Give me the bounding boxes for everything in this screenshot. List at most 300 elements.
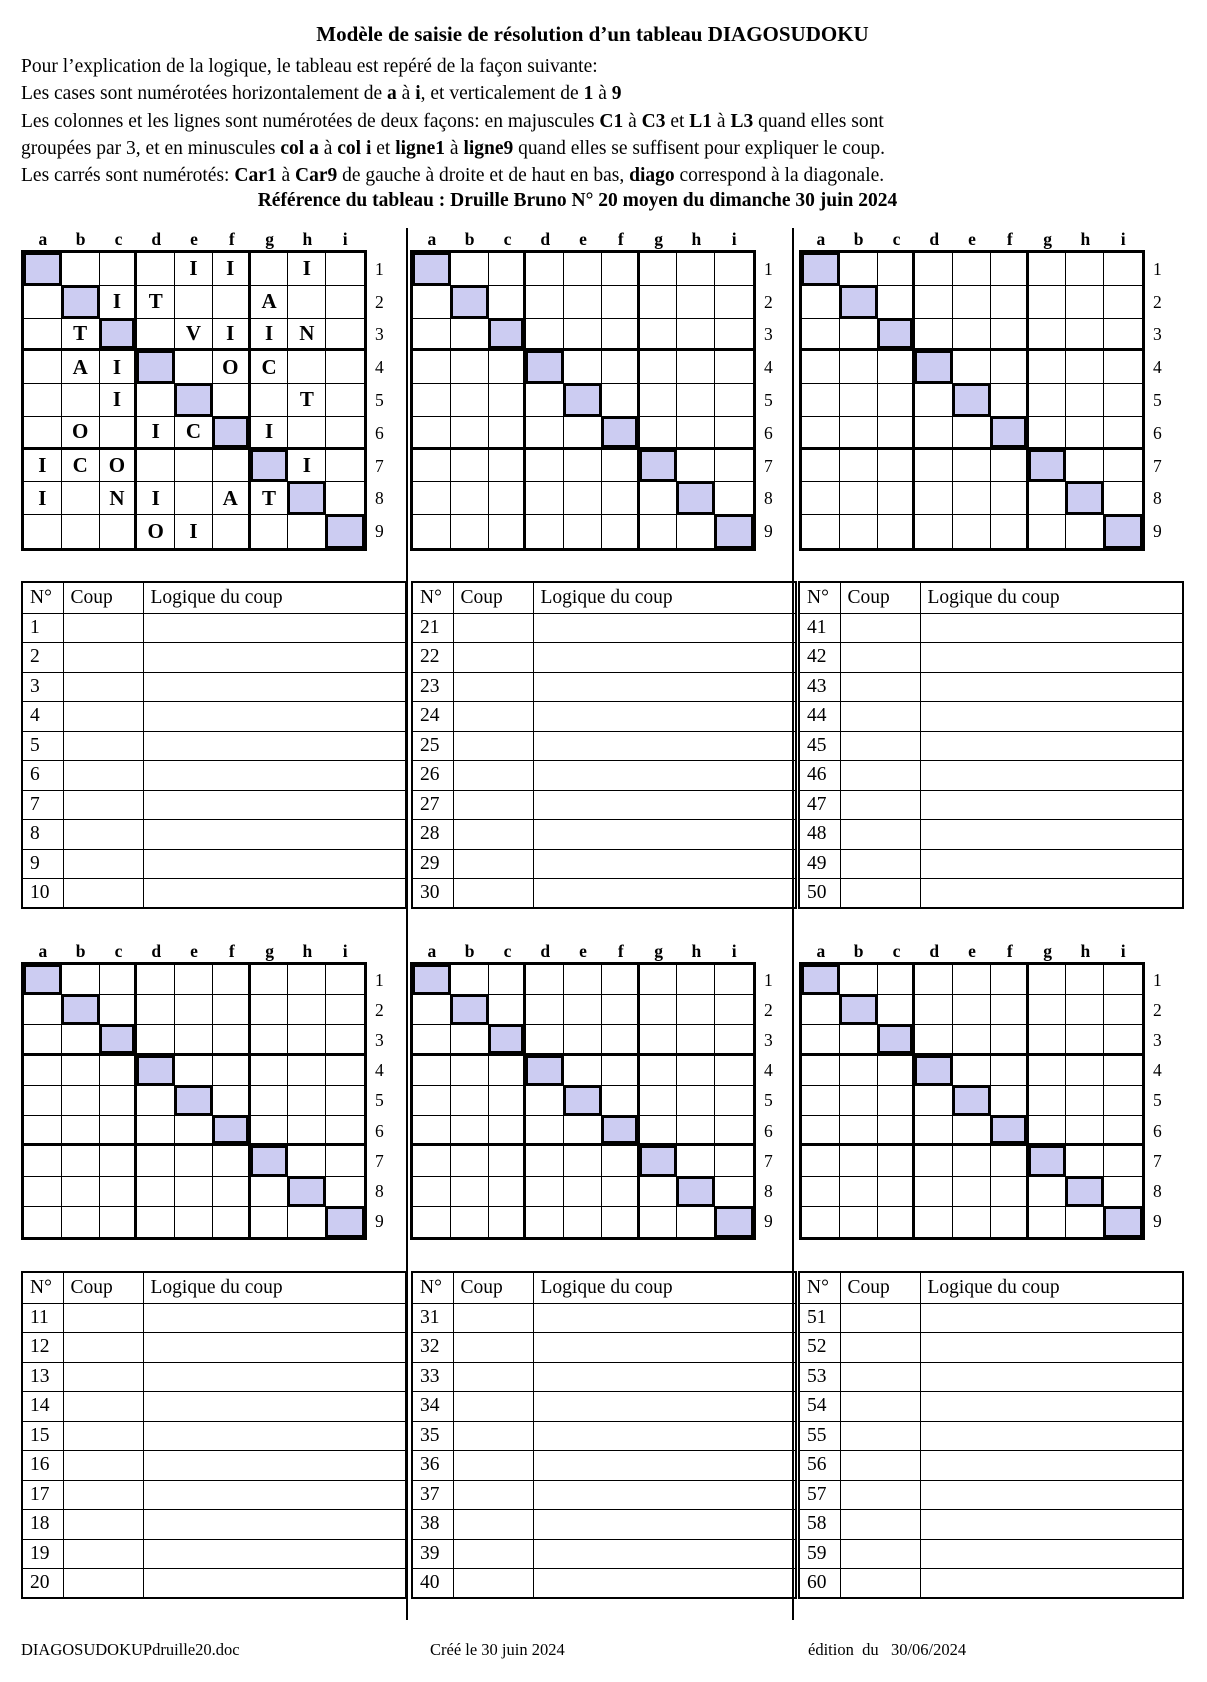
move-row: [412, 1333, 796, 1363]
column-letter-label: f: [617, 229, 624, 249]
diagonal-cell: [1066, 1177, 1104, 1207]
diagonal-cell: [677, 1177, 715, 1207]
grid-cell: [1104, 417, 1142, 450]
grid-cell: [175, 995, 213, 1025]
intro-line: Pour l’explication de la logique, le tableau est repéré de la façon suivante:: [21, 56, 598, 77]
grid-cell: [288, 515, 326, 548]
grid-cell: [640, 965, 678, 995]
grid-cell: [991, 515, 1029, 548]
grid-cell: [100, 965, 138, 995]
row-number-label: 3: [375, 1030, 384, 1051]
grid-cell: V: [175, 319, 213, 352]
grid-cell: [715, 384, 753, 417]
logique-cell: [143, 1539, 406, 1569]
logique-cell: [143, 613, 406, 643]
logique-cell: [533, 879, 796, 909]
logique-cell: [143, 702, 406, 732]
move-row: [412, 849, 796, 879]
sudoku-grid: [410, 250, 756, 551]
grid-cell: [62, 965, 100, 995]
grid-cell: [802, 1025, 840, 1055]
column-letter-label: d: [929, 229, 940, 249]
row-number-label: 8: [1153, 1181, 1162, 1202]
grid-cell: [991, 319, 1029, 352]
grid-cell: [840, 450, 878, 483]
diagonal-cell: [413, 965, 451, 995]
grid-cell: [564, 1056, 602, 1086]
move-row: [799, 820, 1183, 850]
grid-cell: [451, 450, 489, 483]
diagonal-cell: [526, 1056, 564, 1086]
move-row: [22, 761, 406, 791]
coup-header: Coup: [63, 582, 143, 613]
sudoku-grid-bottom-right: [799, 941, 1179, 1240]
logique-cell: [143, 1392, 406, 1422]
grid-cell: [991, 1207, 1029, 1237]
move-row: [799, 643, 1183, 673]
grid-cell: I: [175, 515, 213, 548]
grid-cell: [451, 351, 489, 384]
grid-cell: [24, 351, 62, 384]
grid-cell: [1029, 1025, 1067, 1055]
diagonal-cell: [1029, 450, 1067, 483]
grid-cell: [326, 286, 364, 319]
footer-filename: DIAGOSUDOKUPdruille20.doc: [21, 1640, 240, 1659]
move-number-cell: 12: [22, 1333, 63, 1363]
grid-cell: [953, 1056, 991, 1086]
grid-cell: [1066, 1207, 1104, 1237]
grid-cell: [451, 319, 489, 352]
grid-cell: [62, 515, 100, 548]
grid-cell: [137, 1177, 175, 1207]
move-row: [22, 1539, 406, 1569]
row-number-label: 4: [1153, 357, 1162, 378]
grid-cell: [489, 1116, 527, 1146]
grid-cell: [878, 995, 916, 1025]
grid-cell: [640, 1207, 678, 1237]
num-header: N°: [412, 1272, 453, 1303]
grid-cell: T: [251, 482, 289, 515]
move-row: [412, 643, 796, 673]
grid-cell: [1029, 319, 1067, 352]
grid-cell: [489, 1086, 527, 1116]
move-number-cell: 9: [22, 849, 63, 879]
coup-cell: [63, 849, 143, 879]
coup-cell: [453, 1451, 533, 1481]
move-row: [799, 1480, 1183, 1510]
column-letter-label: i: [342, 941, 348, 961]
move-number-cell: 13: [22, 1362, 63, 1392]
row-number-label: 1: [764, 969, 773, 990]
grid-cell: [1104, 1116, 1142, 1146]
logique-header: Logique du coup: [143, 1272, 406, 1303]
num-header: N°: [22, 1272, 63, 1303]
grid-cell: [451, 1086, 489, 1116]
grid-cell: [326, 319, 364, 352]
diagonal-cell: [62, 995, 100, 1025]
column-letter-label: a: [427, 229, 437, 249]
grid-cell: O: [100, 450, 138, 483]
column-letter-label: f: [617, 941, 624, 961]
row-numbers-column: [764, 253, 784, 548]
grid-cell: [878, 1207, 916, 1237]
column-letter-label: g: [265, 229, 274, 249]
grid-cell: [137, 995, 175, 1025]
row-number-label: 5: [1153, 390, 1162, 411]
grid-cell: [915, 995, 953, 1025]
column-letter-label: b: [464, 941, 475, 961]
diagonal-cell: [526, 351, 564, 384]
grid-cell: [251, 965, 289, 995]
move-number-cell: 44: [799, 702, 840, 732]
diagonal-cell: [915, 1056, 953, 1086]
column-letter-label: g: [1043, 229, 1052, 249]
move-row: [799, 613, 1183, 643]
grid-cell: [915, 515, 953, 548]
coup-cell: [63, 672, 143, 702]
column-letter-label: f: [228, 941, 235, 961]
sudoku-grid: [410, 962, 756, 1240]
grid-cell: [602, 1025, 640, 1055]
grid-cell: [1104, 351, 1142, 384]
intro-paragraph: [21, 53, 1191, 189]
move-row: [799, 731, 1183, 761]
row-number-label: 7: [764, 1150, 773, 1171]
grid-cell: [251, 1207, 289, 1237]
grid-cell: [526, 319, 564, 352]
grid-cell: [175, 286, 213, 319]
coup-cell: [840, 613, 920, 643]
move-number-cell: 60: [799, 1569, 840, 1599]
grid-cell: [677, 417, 715, 450]
logique-header: Logique du coup: [920, 582, 1183, 613]
grid-cell: [326, 351, 364, 384]
grid-cell: [1066, 253, 1104, 286]
logique-cell: [533, 1480, 796, 1510]
row-number-label: 3: [764, 1030, 773, 1051]
grid-cell: [213, 450, 251, 483]
move-number-cell: 14: [22, 1392, 63, 1422]
grid-cell: [137, 1207, 175, 1237]
grid-cell: [602, 965, 640, 995]
move-number-cell: 7: [22, 790, 63, 820]
move-table-31-40: [411, 1271, 797, 1599]
column-letter-label: b: [853, 941, 864, 961]
column-letter-label: a: [38, 229, 48, 249]
grid-cell: [251, 1056, 289, 1086]
logique-cell: [143, 820, 406, 850]
column-letter-label: g: [1043, 941, 1052, 961]
grid-cell: [1066, 286, 1104, 319]
grid-cell: [802, 515, 840, 548]
grid-cell: [953, 319, 991, 352]
logique-cell: [533, 1510, 796, 1540]
column-letter-label: e: [190, 229, 198, 249]
diagonal-cell: [878, 1025, 916, 1055]
row-number-label: 3: [375, 324, 384, 345]
column-letter-label: c: [503, 229, 512, 249]
logique-cell: [533, 702, 796, 732]
coup-header: Coup: [63, 1272, 143, 1303]
move-table-21-30: [411, 581, 797, 909]
row-number-label: 2: [375, 999, 384, 1020]
grid-cell: [840, 515, 878, 548]
grid-cell: [451, 1146, 489, 1176]
grid-cell: [953, 1177, 991, 1207]
move-number-cell: 43: [799, 672, 840, 702]
move-row: [412, 731, 796, 761]
logique-cell: [920, 849, 1183, 879]
grid-cell: [602, 351, 640, 384]
grid-cell: [878, 417, 916, 450]
sudoku-grid-bottom-middle: [410, 941, 790, 1240]
grid-cell: [62, 482, 100, 515]
grid-cell: [802, 995, 840, 1025]
column-letters-row: [413, 229, 753, 250]
grid-cell: [602, 515, 640, 548]
row-number-label: 6: [764, 1120, 773, 1141]
grid-cell: [991, 482, 1029, 515]
grid-cell: [1066, 515, 1104, 548]
move-row: [412, 672, 796, 702]
intro-line: groupées par 3, et en minuscules col a à col i et ligne1 à ligne9 quand elles se suffisent pour expliquer le coup.: [21, 137, 885, 159]
grid-cell: [602, 482, 640, 515]
coup-cell: [63, 1480, 143, 1510]
row-number-label: 3: [1153, 1030, 1162, 1051]
coup-cell: [63, 1451, 143, 1481]
grid-cell: [953, 965, 991, 995]
grid-cell: [1029, 1086, 1067, 1116]
coup-cell: [453, 820, 533, 850]
diagonal-cell: [802, 965, 840, 995]
row-number-label: 4: [375, 1060, 384, 1081]
grid-cell: [564, 1146, 602, 1176]
grid-cell: [564, 1025, 602, 1055]
sudoku-grid: [799, 962, 1145, 1240]
grid-cell: [915, 1146, 953, 1176]
move-row: [799, 1362, 1183, 1392]
coup-cell: [63, 1539, 143, 1569]
grid-cell: [137, 319, 175, 352]
grid-cell: [802, 319, 840, 352]
logique-cell: [533, 613, 796, 643]
grid-cell: [915, 319, 953, 352]
grid-cell: [991, 384, 1029, 417]
grid-cell: [840, 482, 878, 515]
grid-cell: [213, 965, 251, 995]
grid-cell: [953, 482, 991, 515]
grid-cell: [288, 965, 326, 995]
row-number-label: 3: [764, 324, 773, 345]
logique-cell: [143, 1303, 406, 1333]
grid-cell: [24, 319, 62, 352]
row-number-label: 1: [375, 969, 384, 990]
grid-cell: [175, 1177, 213, 1207]
move-number-cell: 30: [412, 879, 453, 909]
grid-cell: [915, 384, 953, 417]
grid-cell: [640, 417, 678, 450]
num-header: N°: [22, 582, 63, 613]
row-number-label: 1: [375, 258, 384, 279]
grid-cell: [602, 253, 640, 286]
coup-cell: [453, 1362, 533, 1392]
grid-cell: [62, 1177, 100, 1207]
grid-cell: [991, 286, 1029, 319]
grid-cell: [62, 1146, 100, 1176]
move-number-cell: 6: [22, 761, 63, 791]
grid-cell: [677, 995, 715, 1025]
coup-cell: [63, 702, 143, 732]
grid-cell: [413, 1056, 451, 1086]
diagonal-cell: [878, 319, 916, 352]
grid-cell: [915, 482, 953, 515]
grid-cell: [715, 1086, 753, 1116]
row-number-label: 7: [1153, 455, 1162, 476]
grid-cell: [564, 450, 602, 483]
grid-cell: [915, 417, 953, 450]
move-number-cell: 54: [799, 1392, 840, 1422]
coup-cell: [840, 1480, 920, 1510]
grid-cell: [526, 384, 564, 417]
grid-cell: [526, 253, 564, 286]
row-number-label: 2: [1153, 291, 1162, 312]
grid-cell: [288, 417, 326, 450]
logique-cell: [533, 820, 796, 850]
coup-cell: [840, 761, 920, 791]
grid-cell: [991, 351, 1029, 384]
grid-cell: [991, 253, 1029, 286]
logique-cell: [143, 1451, 406, 1481]
grid-cell: I: [175, 253, 213, 286]
move-row: [799, 672, 1183, 702]
grid-cell: [1104, 319, 1142, 352]
grid-cell: [326, 417, 364, 450]
grid-cell: [451, 1177, 489, 1207]
coup-cell: [63, 613, 143, 643]
column-letter-label: e: [579, 941, 587, 961]
column-letter-label: d: [540, 941, 551, 961]
grid-cell: [715, 1025, 753, 1055]
row-number-label: 9: [764, 521, 773, 542]
sudoku-grid-top-middle: [410, 229, 790, 551]
grid-cell: [451, 384, 489, 417]
move-row: [799, 1421, 1183, 1451]
grid-cell: [802, 417, 840, 450]
grid-cell: [489, 417, 527, 450]
coup-cell: [63, 879, 143, 909]
coup-cell: [840, 1539, 920, 1569]
diagonal-cell: [1029, 1146, 1067, 1176]
diagonal-cell: [24, 965, 62, 995]
grid-cell: [1104, 450, 1142, 483]
grid-cell: [953, 1207, 991, 1237]
grid-cell: [991, 995, 1029, 1025]
grid-cell: [451, 1116, 489, 1146]
move-number-cell: 2: [22, 643, 63, 673]
grid-cell: C: [251, 351, 289, 384]
grid-cell: [1029, 253, 1067, 286]
column-letter-label: i: [1120, 941, 1126, 961]
grid-cell: [175, 1056, 213, 1086]
move-number-cell: 23: [412, 672, 453, 702]
grid-cell: [564, 995, 602, 1025]
move-number-cell: 1: [22, 613, 63, 643]
grid-cell: [213, 1086, 251, 1116]
column-letter-label: i: [342, 229, 348, 249]
grid-cell: [640, 351, 678, 384]
grid-cell: [953, 1116, 991, 1146]
grid-cell: [413, 1116, 451, 1146]
grid-cell: [1104, 1177, 1142, 1207]
row-number-label: 1: [764, 258, 773, 279]
grid-cell: [1029, 417, 1067, 450]
move-table-1-10: [21, 581, 407, 909]
coup-cell: [63, 1421, 143, 1451]
move-table: [798, 581, 1184, 909]
diagonal-cell: [991, 1116, 1029, 1146]
grid-cell: [1104, 995, 1142, 1025]
coup-cell: [840, 879, 920, 909]
grid-cell: [451, 417, 489, 450]
diagonal-cell: [213, 417, 251, 450]
grid-cell: [526, 995, 564, 1025]
grid-cell: [1066, 1025, 1104, 1055]
logique-cell: [533, 672, 796, 702]
grid-cell: [526, 286, 564, 319]
diagonal-cell: [137, 1056, 175, 1086]
column-letter-label: d: [151, 941, 162, 961]
column-letter-label: c: [114, 229, 123, 249]
coup-cell: [63, 1362, 143, 1392]
grid-cell: [100, 515, 138, 548]
grid-cell: C: [175, 417, 213, 450]
diagonal-cell: [1104, 1207, 1142, 1237]
grid-cell: [640, 1177, 678, 1207]
grid-cell: [526, 417, 564, 450]
diagonal-cell: [100, 1025, 138, 1055]
move-table-header-row: [799, 582, 1183, 613]
grid-cell: O: [137, 515, 175, 548]
move-number-cell: 41: [799, 613, 840, 643]
coup-cell: [453, 1480, 533, 1510]
grid-cell: [878, 450, 916, 483]
grid-cell: [640, 482, 678, 515]
grid-cell: [640, 286, 678, 319]
grid-cell: [24, 417, 62, 450]
move-number-cell: 53: [799, 1362, 840, 1392]
grid-cell: T: [288, 384, 326, 417]
grid-cell: [489, 1056, 527, 1086]
diagonal-cell: [640, 1146, 678, 1176]
grid-cell: [175, 965, 213, 995]
reference-line: Référence du tableau : Druille Bruno N° 20 moyen du dimanche 30 juin 2024: [257, 190, 898, 211]
diagonal-cell: [251, 1146, 289, 1176]
column-letter-label: b: [464, 229, 475, 249]
row-number-label: 4: [764, 357, 773, 378]
move-row: [22, 1480, 406, 1510]
logique-header: Logique du coup: [533, 582, 796, 613]
grid-cell: [489, 351, 527, 384]
grid-cell: [489, 482, 527, 515]
move-number-cell: 4: [22, 702, 63, 732]
grid-cell: [288, 351, 326, 384]
logique-cell: [920, 702, 1183, 732]
coup-cell: [840, 643, 920, 673]
grid-cell: [1066, 965, 1104, 995]
grid-cell: I: [100, 384, 138, 417]
row-number-label: 9: [1153, 521, 1162, 542]
grid-cell: [564, 482, 602, 515]
